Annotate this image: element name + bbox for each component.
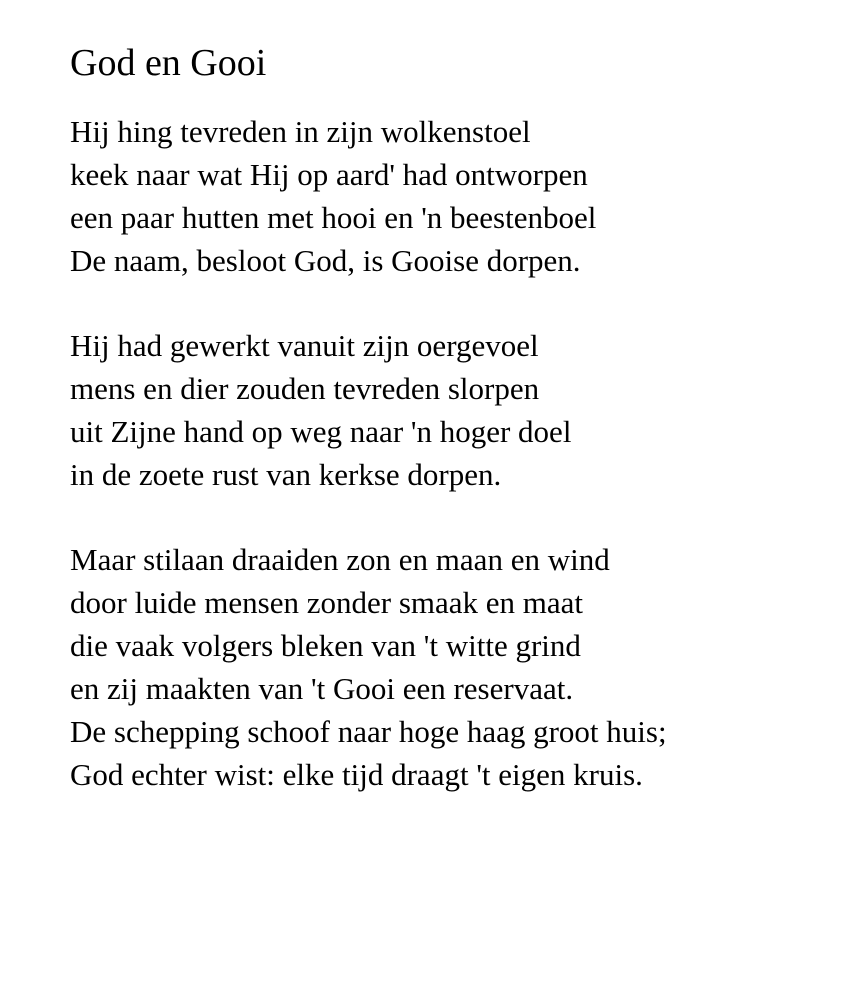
poem-line: uit Zijne hand op weg naar 'n hoger doel [70,414,572,449]
poem-line: De naam, besloot God, is Gooise dorpen. [70,243,581,278]
stanza-2 [70,324,854,496]
stanza-1 [70,110,854,282]
poem-line: en zij maakten van 't Gooi een reservaat. [70,671,574,706]
poem-line: Hij hing tevreden in zijn wolkenstoel [70,114,531,149]
poem-line: in de zoete rust van kerkse dorpen. [70,457,502,492]
poem-line: God echter wist: elke tijd draagt 't eigen kruis. [70,757,643,792]
poem-line: Maar stilaan draaiden zon en maan en wind [70,542,610,577]
stanza-3 [70,538,854,796]
poem-line: door luide mensen zonder smaak en maat [70,585,584,620]
poem-line: een paar hutten met hooi en 'n beestenboel [70,200,597,235]
poem-line: mens en dier zouden tevreden slorpen [70,371,540,406]
poem-line: De schepping schoof naar hoge haag groot huis; [70,714,667,749]
poem-line: die vaak volgers bleken van 't witte grind [70,628,581,663]
poem-title: God en Gooi [70,42,267,84]
poem-line: keek naar wat Hij op aard' had ontworpen [70,157,588,192]
poem-line: Hij had gewerkt vanuit zijn oergevoel [70,328,539,363]
